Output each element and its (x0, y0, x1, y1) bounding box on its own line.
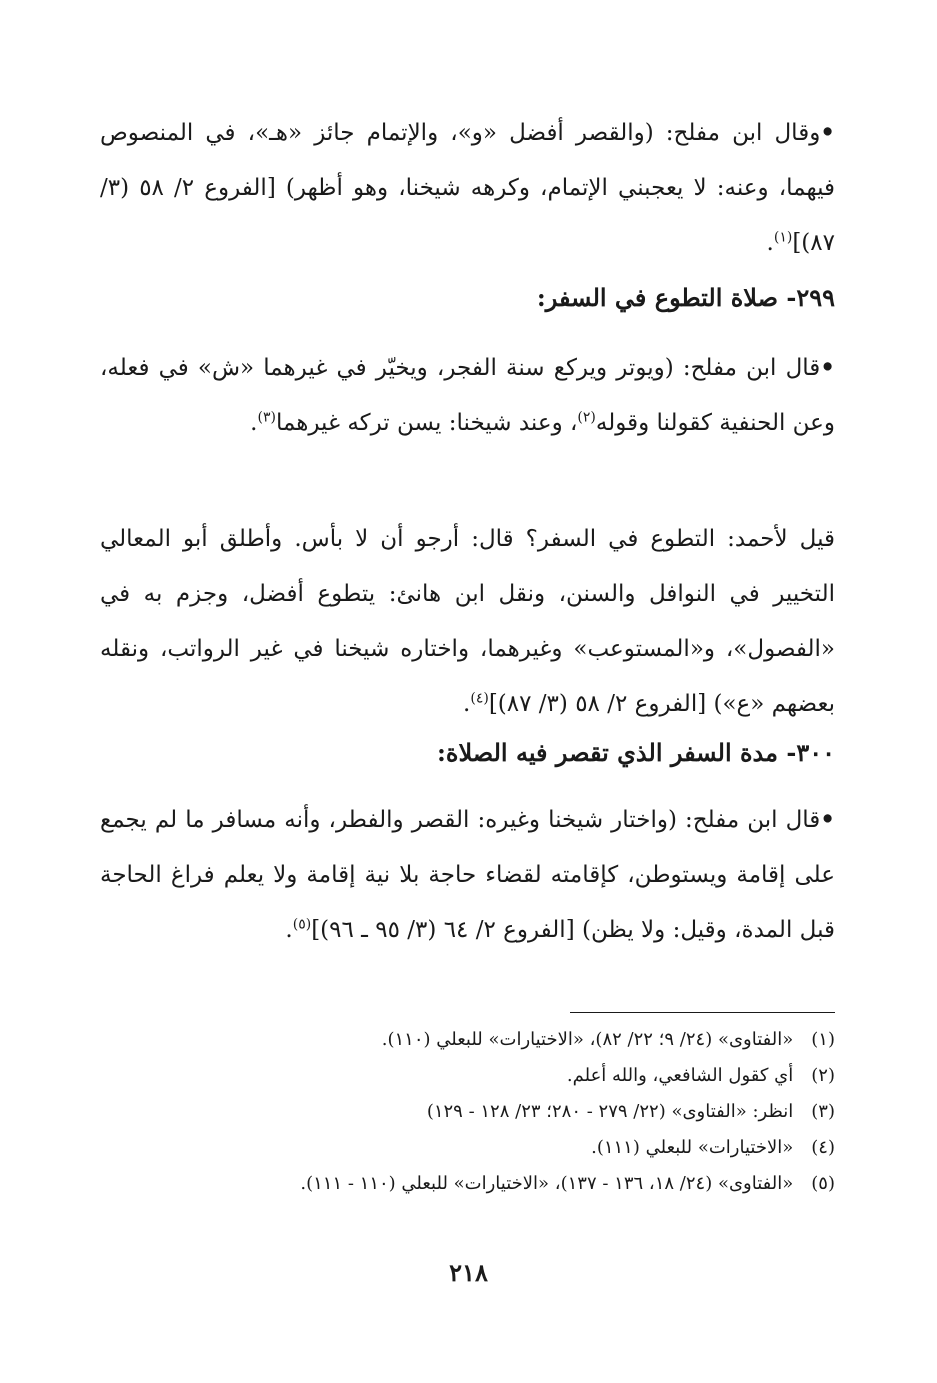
footnote-divider (570, 1012, 835, 1013)
section-number: ٢٩٩- (786, 283, 835, 312)
footnote-ref: (٣) (257, 409, 276, 426)
bullet-marker: • (820, 119, 835, 146)
footnote-text: أي كقول الشافعي، والله أعلم. (566, 1065, 794, 1086)
footnote-ref: (٥) (292, 916, 312, 933)
bullet-marker: • (820, 354, 835, 381)
footnote-1 (100, 1022, 835, 1058)
section-heading-299 (100, 278, 835, 318)
paragraph-mudda (100, 792, 835, 958)
paragraph-ahmad (100, 512, 835, 732)
paragraph-text: قال ابن مفلح: (ويوتر ويركع سنة الفجر، ويخيّر في غيرهما «ش» في فعله، وعن الحنفية كقولنا وقوله (100, 355, 835, 436)
paragraph-end: . (250, 410, 258, 436)
page-number: ٢١٨ (449, 1258, 488, 1287)
bullet-marker: • (820, 806, 835, 833)
footnote-text: «الاختيارات» للبعلي (١١١). (591, 1137, 794, 1158)
paragraph-text: قال ابن مفلح: (واختار شيخنا وغيره: القصر والفطر، وأنه مسافر ما لم يجمع على إقامة ويستوطن، كإقامته لقضاء حاجة بلا نية إقامة ولا يعلم فراغ الحاجة قبل المدة، وقيل: ولا يظن) [الفروع ٢/ ٦٤ (٣/ ٩٥ ـ ٩٦)] (100, 807, 835, 943)
paragraph-tatawwu (100, 340, 835, 451)
section-title: مدة السفر الذي تقصر فيه الصلاة: (437, 738, 778, 767)
footnote-number: (٢) (811, 1065, 835, 1086)
footnote-text: «الفتاوى» (٢٤/ ١٨، ١٣٦ - ١٣٧)، «الاختيارات» للبعلي (١١٠ - ١١١). (300, 1173, 794, 1194)
footnote-ref: (٢) (577, 409, 596, 426)
footnote-4 (100, 1130, 835, 1166)
footnote-text: انظر: «الفتاوى» (٢٢/ ٢٧٩ - ٢٨٠؛ ٢٣/ ١٢٨ - ١٢٩) (426, 1101, 794, 1122)
paragraph-text: قيل لأحمد: التطوع في السفر؟ قال: أرجو أن لا بأس. وأطلق أبو المعالي التخيير في النوافل والسنن، ونقل ابن هانئ: يتطوع أفضل، وجزم به في «الفصول»، و«المستوعب» وغيرهما، واختاره شيخنا في غير الرواتب، ونقله بعضهم «ع») [الفروع ٢/ ٥٨ (٣/ ٨٧)] (100, 526, 835, 717)
paragraph-end: . (285, 917, 293, 943)
section-heading-300 (100, 733, 835, 773)
paragraph-qasr (100, 105, 835, 271)
footnote-5 (100, 1166, 835, 1202)
footnote-number: (٣) (811, 1101, 835, 1122)
footnote-text: «الفتاوى» (٢٤/ ٩؛ ٢٢/ ٨٢)، «الاختيارات» للبعلي (١١٠). (381, 1029, 794, 1050)
footnote-number: (٤) (811, 1137, 835, 1158)
footnote-number: (٥) (811, 1173, 835, 1194)
footnote-2 (100, 1058, 835, 1094)
section-title: صلاة التطوع في السفر: (536, 283, 778, 312)
footnote-ref: (١) (773, 229, 793, 246)
section-number: ٣٠٠- (786, 738, 835, 767)
paragraph-end: . (766, 230, 774, 256)
footnote-number: (١) (811, 1029, 835, 1050)
footnotes-list (100, 1022, 835, 1202)
paragraph-end: . (463, 691, 471, 717)
footnote-3 (100, 1094, 835, 1130)
paragraph-text: وقال ابن مفلح: (والقصر أفضل «و»، والإتمام جائز «هـ»، في المنصوص فيهما، وعنه: لا يعجبني الإتمام، وكرهه شيخنا، وهو أظهر) [الفروع ٢/ ٥٨ (٣/ ٨٧)] (100, 120, 836, 256)
paragraph-text-continued: ، وعند شيخنا: يسن تركه غيرهما (275, 410, 578, 436)
footnote-ref: (٤) (470, 690, 489, 707)
